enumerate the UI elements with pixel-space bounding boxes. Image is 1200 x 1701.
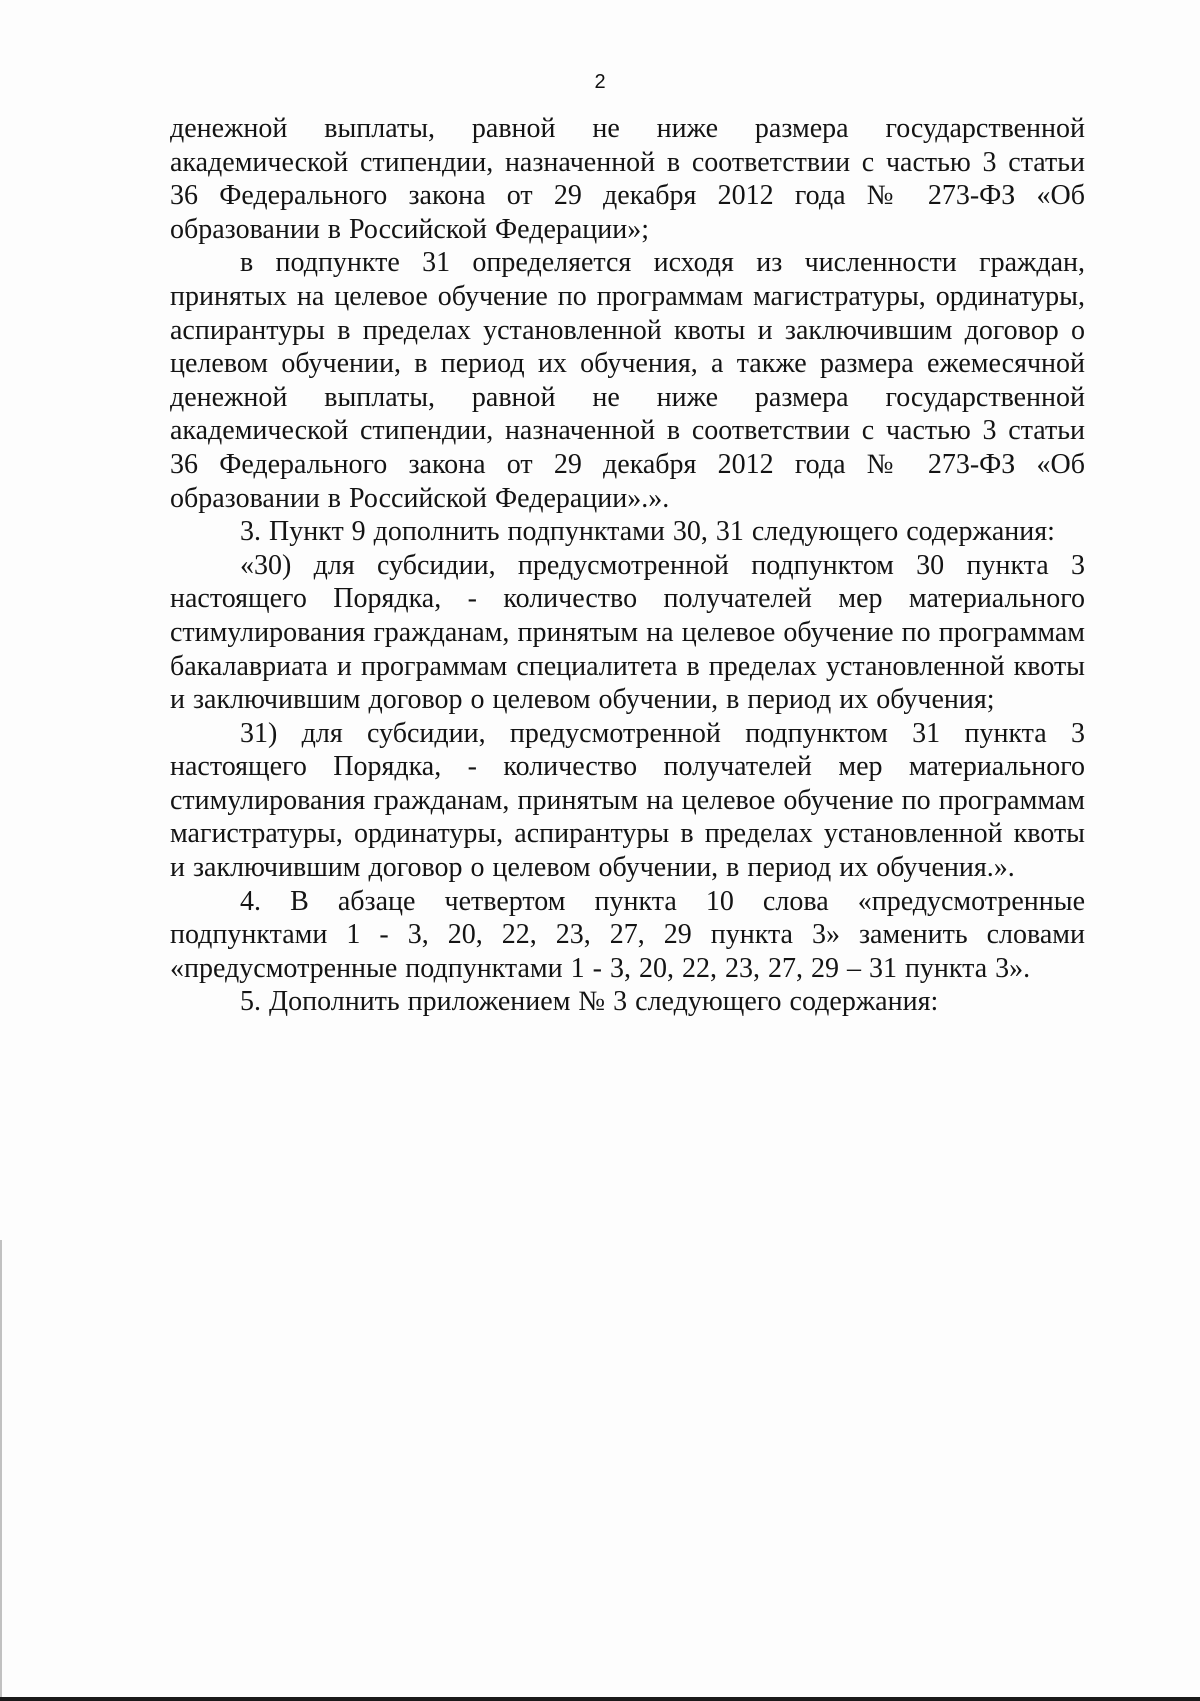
paragraph-item-5: 5. Дополнить приложением № 3 следующего содержания: <box>240 986 939 1018</box>
paragraph-subitem-31-text: 31) для субсидии, предусмотренной подпунктом 31 пункта 3 настоящего Порядка, - количество получателей мер материального стимулирования гражданам, принятым на целевое обучение по программам магистратуры, ординатуры, аспирантуры в пределах установленной квоты и заключившим договор о целевом обучении, в период их обучения.». <box>170 717 1085 884</box>
page-number: 2 <box>594 71 606 93</box>
paragraph-subitem-31: в подпункте 31 определяется исходя из численности граждан, принятых на целевое обучение по программам магистратуры, ординатуры, аспирантуры в пределах установленной квоты и заключившим договор о целевом обучении, в период их обучения, а также размера ежемесячной денежной выплаты, равной не ниже размера государственной академической стипендии, назначенной в соответствии с частью 3 статьи 36 Федерального закона от 29 декабря 2012 года № 273-ФЗ «Об образовании в Российской Федерации».». <box>170 247 1085 514</box>
scan-edge-bottom <box>0 1697 1200 1701</box>
paragraph-item-4: 4. В абзаце четвертом пункта 10 слова «предусмотренные подпунктами 1 - 3, 20, 22, 23, 27, 29 пункта 3» заменить словами «предусмотренные подпунктами 1 - 3, 20, 22, 23, 27, 29 – 31 пункта 3». <box>170 885 1085 984</box>
document-body <box>170 112 1085 1019</box>
paragraph-subitem-30-text: «30) для субсидии, предусмотренной подпунктом 30 пункта 3 настоящего Порядка, - количество получателей мер материального стимулирования гражданам, принятым на целевое обучение по программам бакалавриата и программам специалитета в пределах установленной квоты и заключившим договор о целевом обучении, в период их обучения; <box>170 549 1085 716</box>
paragraph-continuation: денежной выплаты, равной не ниже размера государственной академической стипендии, назначенной в соответствии с частью 3 статьи 36 Федерального закона от 29 декабря 2012 года № 273-ФЗ «Об образовании в Российской Федерации»; <box>170 113 1085 245</box>
scan-edge-left <box>0 1240 2 1701</box>
paragraph-item-3: 3. Пункт 9 дополнить подпунктами 30, 31 следующего содержания: <box>240 516 1055 548</box>
